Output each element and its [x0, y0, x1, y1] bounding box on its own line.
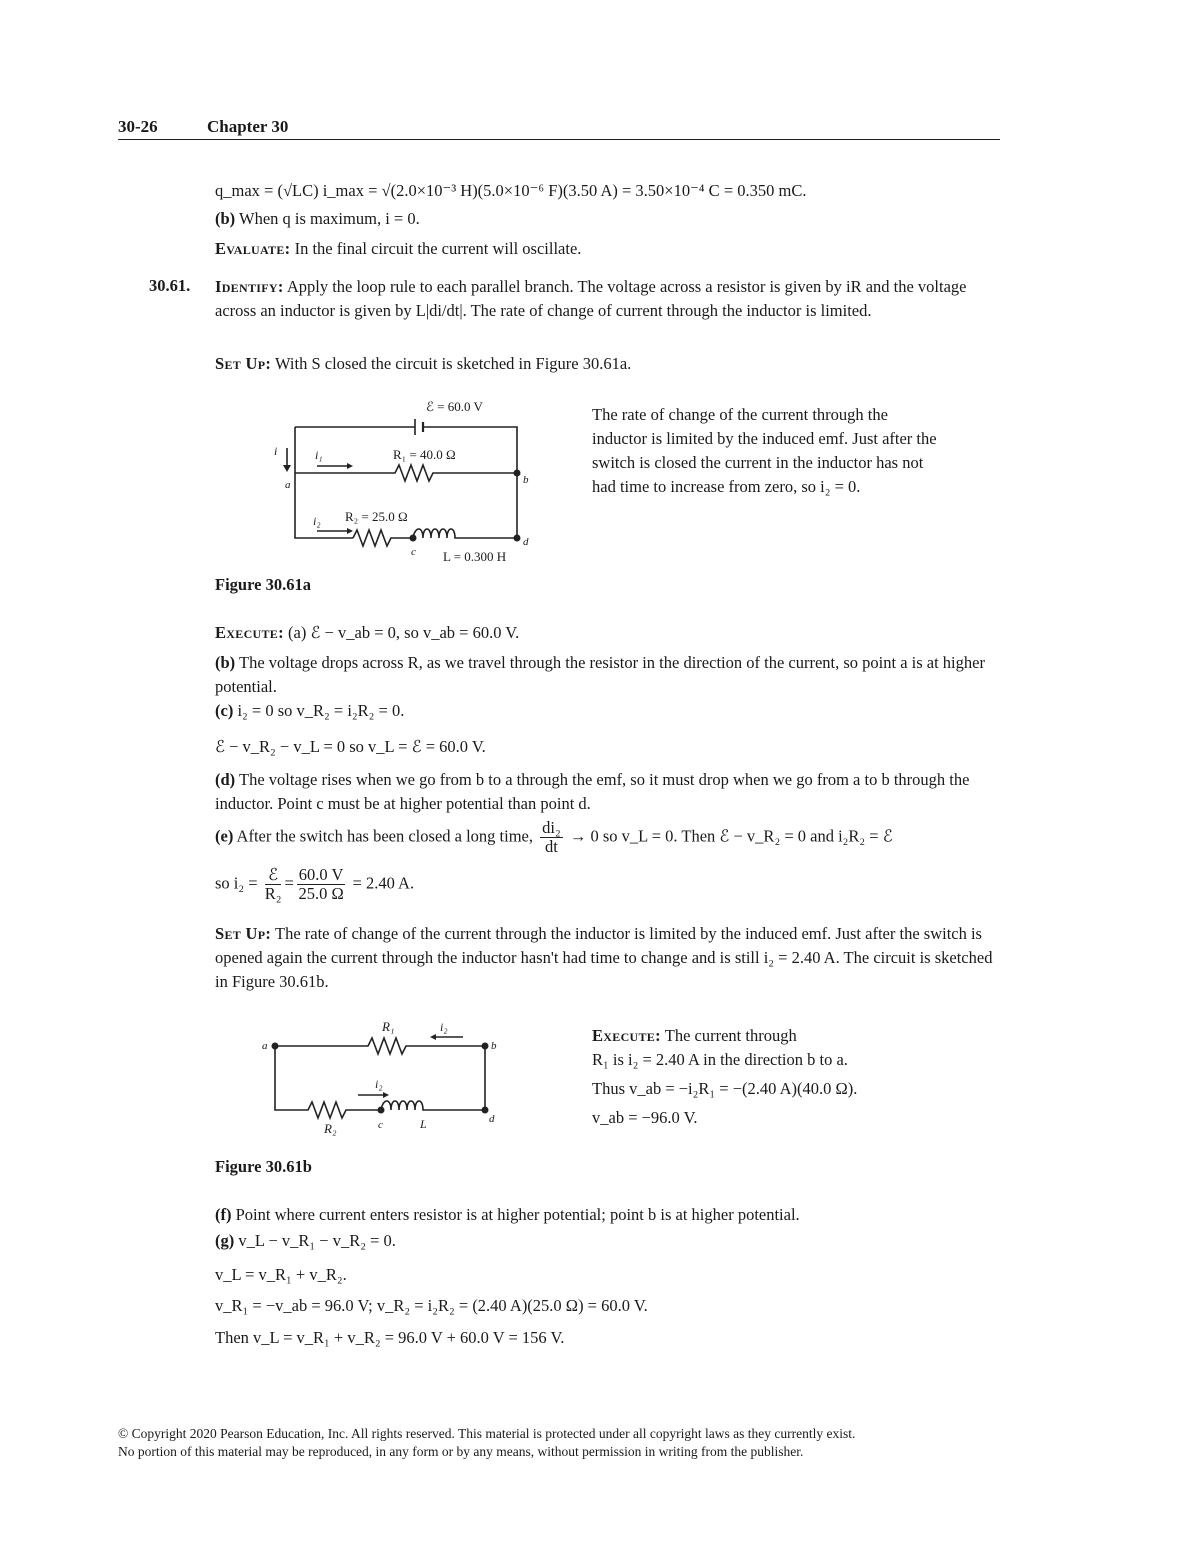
arrow-i2-mid-head [383, 1092, 389, 1098]
label-l-b: L [420, 1117, 427, 1131]
execute-label: Execute: [215, 623, 284, 642]
label-r2: R₂ = 25.0 Ω [345, 509, 408, 524]
prev-part-b-label: (b) [215, 209, 236, 228]
identify-label: Identify: [215, 277, 284, 296]
exec-g-text: v_L − v_R₁ − v_R₂ = 0. [238, 1231, 396, 1250]
exec-e-label: (e) [215, 826, 234, 846]
figure-30-61a [265, 393, 565, 573]
label-r1-b: R₁ [382, 1019, 395, 1034]
setup2-label: Set Up: [215, 924, 272, 943]
side-execute-line2: R₁ is i₂ = 2.40 A in the direction b to a. [592, 1050, 848, 1069]
exec-c-label: (c) [215, 701, 234, 720]
label-i1: i₁ [315, 448, 323, 462]
prev-part-b [215, 209, 420, 229]
label-i2-mid: i₂ [375, 1077, 383, 1091]
node-a-b [272, 1043, 279, 1050]
prev-part-b-text: When q is maximum, i = 0. [239, 209, 420, 228]
arrow-i2-top-head [430, 1034, 436, 1040]
label-inductor: L = 0.300 H [443, 549, 507, 564]
setup2-text: The rate of change of the current through the inductor is limited by the induced emf. Just after the switch is opened again the current through the inductor hasn't had time to change and is still i₂ = 2.40 A. The circuit is sketched in Figure 30.61b. [215, 924, 993, 991]
copyright-line1: © Copyright 2020 Pearson Education, Inc. All rights reserved. This material is protected under all copyright laws as they currently exist. [118, 1426, 856, 1441]
label-emf: ℰ = 60.0 V [426, 399, 483, 414]
label-a-b: a [262, 1040, 268, 1052]
di-dt-fraction [540, 819, 563, 856]
exec-g-line3: v_R₁ = −v_ab = 96.0 V; v_R₂ = i₂R₂ = (2.40 A)(25.0 Ω) = 60.0 V. [215, 1296, 648, 1315]
label-r1: R₁ = 40.0 Ω [393, 447, 456, 462]
evaluate-text: In the final circuit the current will oscillate. [294, 239, 582, 258]
frac1-den: R₂ [264, 884, 282, 903]
resistor-r1 [295, 465, 517, 481]
figure-30-61b [258, 1015, 518, 1145]
exec-e-rest: → 0 so v_L = 0. Then ℰ − v_R₂ = 0 and i₂R₂ = ℰ [569, 826, 893, 846]
side-execute-line3: Thus v_ab = −i₂R₁ = −(2.40 A)(40.0 Ω). [592, 1079, 858, 1098]
label-i2-top: i₂ [440, 1020, 448, 1034]
inductor-coil-b [381, 1101, 485, 1110]
exec-b-label: (b) [215, 653, 236, 672]
exec-d-text: The voltage rises when we go from b to a through the emf, so it must drop when we go from a to b through the inductor. Point c must be at higher potential than point d. [215, 770, 970, 813]
dt-denominator: dt [545, 837, 558, 856]
resistor-r2-wire [275, 1046, 381, 1118]
arrow-i1-head [347, 463, 353, 469]
node-b-b [482, 1043, 489, 1050]
values-fraction [297, 866, 346, 903]
copyright-line2: No portion of this material may be reproduced, in any form or by any means, without permission in writing from the publisher. [118, 1444, 804, 1459]
execute-part-c [215, 701, 404, 721]
execute-part-e [215, 819, 893, 856]
side-execute [592, 1026, 797, 1046]
identify-text: Apply the loop rule to each parallel branch. The voltage across a resistor is given by iR and the voltage across an inductor is given by L|di/dt|. The rate of change of current through the inductor is limited. [215, 277, 967, 320]
figure-b-caption: Figure 30.61b [215, 1157, 312, 1176]
setup-paragraph [215, 354, 631, 374]
emf-over-r2 [265, 866, 282, 903]
evaluate-label: Evaluate: [215, 239, 291, 258]
side-execute-line1: The current through [664, 1026, 797, 1045]
i2-equation: so i₂ = $\frac{\text{ℰ}}{\text{R₂}}$ = $\frac{60.0 V}{25.0 \Omega}$ = 2.40 A. [215, 865, 415, 903]
label-i: i [274, 444, 278, 458]
node-c-b [378, 1107, 385, 1114]
exec-g-line2: v_L = v_R₁ + v_R₂. [215, 1265, 347, 1284]
resistor-r2 [353, 530, 413, 546]
label-i2: i₂ [313, 514, 321, 528]
execute-a-text: (a) ℰ − v_ab = 0, so v_ab = 60.0 V. [288, 623, 520, 642]
label-c-b: c [378, 1119, 383, 1131]
execute-part-a [215, 623, 519, 643]
setup2-paragraph [215, 922, 1000, 994]
node-d-b [482, 1107, 489, 1114]
exec-c-text: i₂ = 0 so v_R₂ = i₂R₂ = 0. [237, 701, 405, 720]
label-r2-b: R₂ [324, 1121, 337, 1136]
inductor-coil [413, 529, 517, 538]
label-d-b: d [489, 1113, 495, 1125]
label-a: a [285, 479, 291, 491]
exec-g-line4: Then v_L = v_R₁ + v_R₂ = 96.0 V + 60.0 V = 156 V. [215, 1328, 565, 1347]
node-b [514, 470, 521, 477]
exec-f-label: (f) [215, 1205, 232, 1224]
node-d [514, 535, 521, 542]
exec-e-text: After the switch has been closed a long time, [236, 826, 533, 846]
side-note-a: The rate of change of the current through the inductor is limited by the induced emf. Just after the switch is closed the current in the inductor has not had time to increase from zero, so i₂ = 0. [592, 405, 937, 496]
header-rule [118, 139, 1000, 140]
execute-part-f [215, 1205, 800, 1225]
label-b: b [523, 474, 529, 486]
exec-g-label: (g) [215, 1231, 235, 1250]
chapter-title: Chapter 30 [207, 117, 289, 136]
i2-result: = 2.40 A. [352, 873, 415, 893]
side-execute-label: Execute: [592, 1026, 661, 1045]
qmax-equation: q_max = (√LC) i_max = √(2.0×10⁻³ H)(5.0×10⁻⁶ F)(3.50 A) = 3.50×10⁻⁴ C = 0.350 mC. [215, 181, 807, 200]
page-number: 30-26 [118, 117, 158, 136]
di-numerator: di₂ [542, 818, 561, 837]
execute-part-b [215, 651, 1000, 699]
frac2-den: 25.0 Ω [298, 884, 344, 903]
exec-f-text: Point where current enters resistor is at higher potential; point b is at higher potential. [235, 1205, 800, 1224]
problem-number: 30.61. [149, 276, 191, 295]
frac1-num: ℰ [265, 866, 282, 885]
exec-b-text: The voltage drops across R, as we travel through the resistor in the direction of the current, so point a is at higher potential. [215, 653, 985, 696]
arrow-i-head [283, 465, 291, 472]
execute-part-d [215, 768, 1000, 816]
side-execute-line4: v_ab = −96.0 V. [592, 1108, 698, 1127]
prev-evaluate [215, 239, 581, 259]
node-c [410, 535, 417, 542]
identify-paragraph [215, 275, 1000, 323]
i2-prefix: so i₂ = [215, 873, 258, 893]
arrow-i2-head [347, 528, 353, 534]
label-c: c [411, 546, 416, 558]
execute-c-loop: ℰ − v_R₂ − v_L = 0 so v_L = ℰ = 60.0 V. [215, 737, 486, 756]
label-b-b: b [491, 1040, 497, 1052]
label-d: d [523, 536, 529, 548]
frac2-num: 60.0 V [298, 865, 344, 884]
exec-d-label: (d) [215, 770, 236, 789]
figure-a-caption: Figure 30.61a [215, 575, 311, 594]
setup-text: With S closed the circuit is sketched in Figure 30.61a. [274, 354, 632, 373]
execute-part-g [215, 1231, 396, 1251]
setup-label: Set Up: [215, 354, 272, 373]
